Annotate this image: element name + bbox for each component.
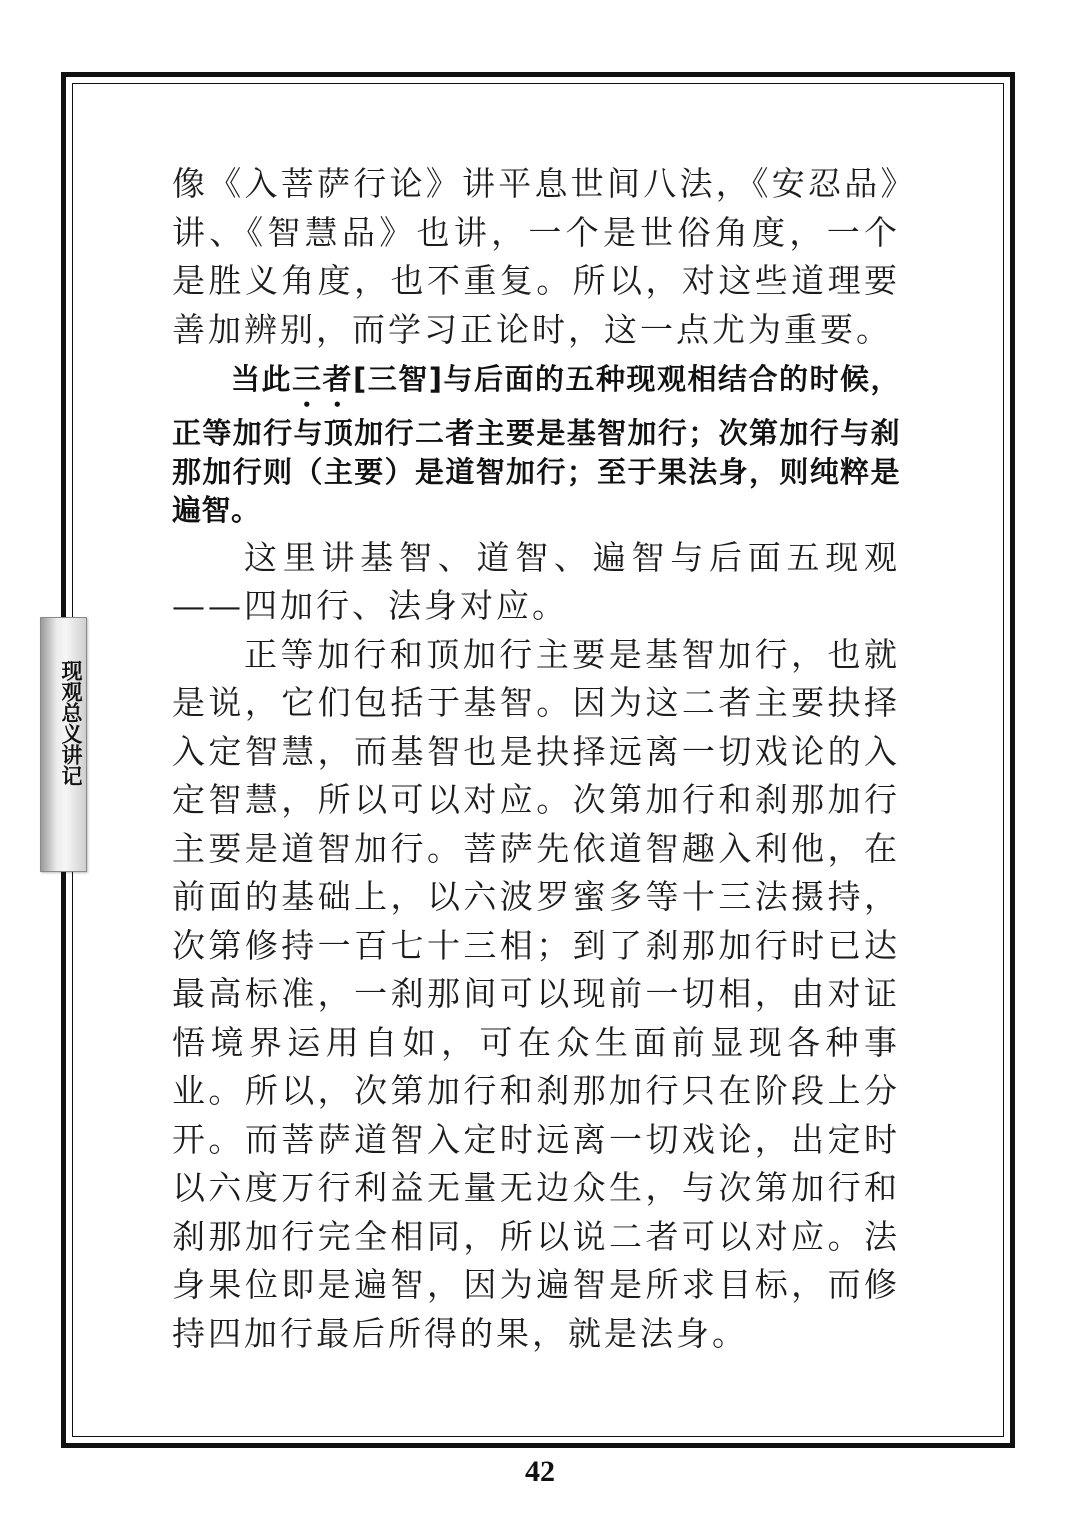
root-text-before: 当此 <box>230 362 292 396</box>
commentary-paragraph-2: 正等加行和顶加行主要是基智加行，也就是说，它们包括于基智。因为这二者主要抉择入定智慧，而基智也是抉择远离一切戏论的入定智慧，所以可以对应。次第加行和刹那加行主要是道智加行。菩萨先依道智趣入利他，在前面的基础上，以六波罗蜜多等十三法摄持，次第修持一百七十三相；到了刹那加行时已达最高标准，一刹那间可以现前一切相，由对证悟境界运用自如，可在众生面前显现各种事业。所以，次第加行和刹那加行只在阶段上分开。而菩萨道智入定时远离一切戏论，出定时以六度万行利益无量无边众生，与次第加行和刹那加行完全相同，所以说二者可以对应。法身果位即是遍智，因为遍智是所求目标，而修持四加行最后所得的果，就是法身。 <box>172 634 900 1353</box>
side-tab-title: 现观总义讲记 <box>59 660 84 786</box>
commentary-paragraph-1: 这里讲基智、道智、遍智与后面五现观——四加行、法身对应。 <box>172 537 900 625</box>
paragraph-intro: 像《入菩萨行论》讲平息世间八法，《安忍品》讲、《智慧品》也讲，一个是世俗角度，一个是胜义角度，也不重复。所以，对这些道理要善加辨别，而学习正论时，这一点尤为重要。 <box>172 164 900 349</box>
page-content <box>172 160 900 1358</box>
root-text-after: [三智]与后面的五种现观相结合的时候，正等加行与顶加行二者主要是基智加行；次第加行与刹那加行则（主要）是道智加行；至于果法身，则纯粹是遍智。 <box>172 362 900 527</box>
side-tab <box>40 617 87 872</box>
root-text-dotted: 三者 <box>292 362 353 396</box>
root-text <box>172 360 900 530</box>
page-number: 42 <box>525 1455 555 1488</box>
